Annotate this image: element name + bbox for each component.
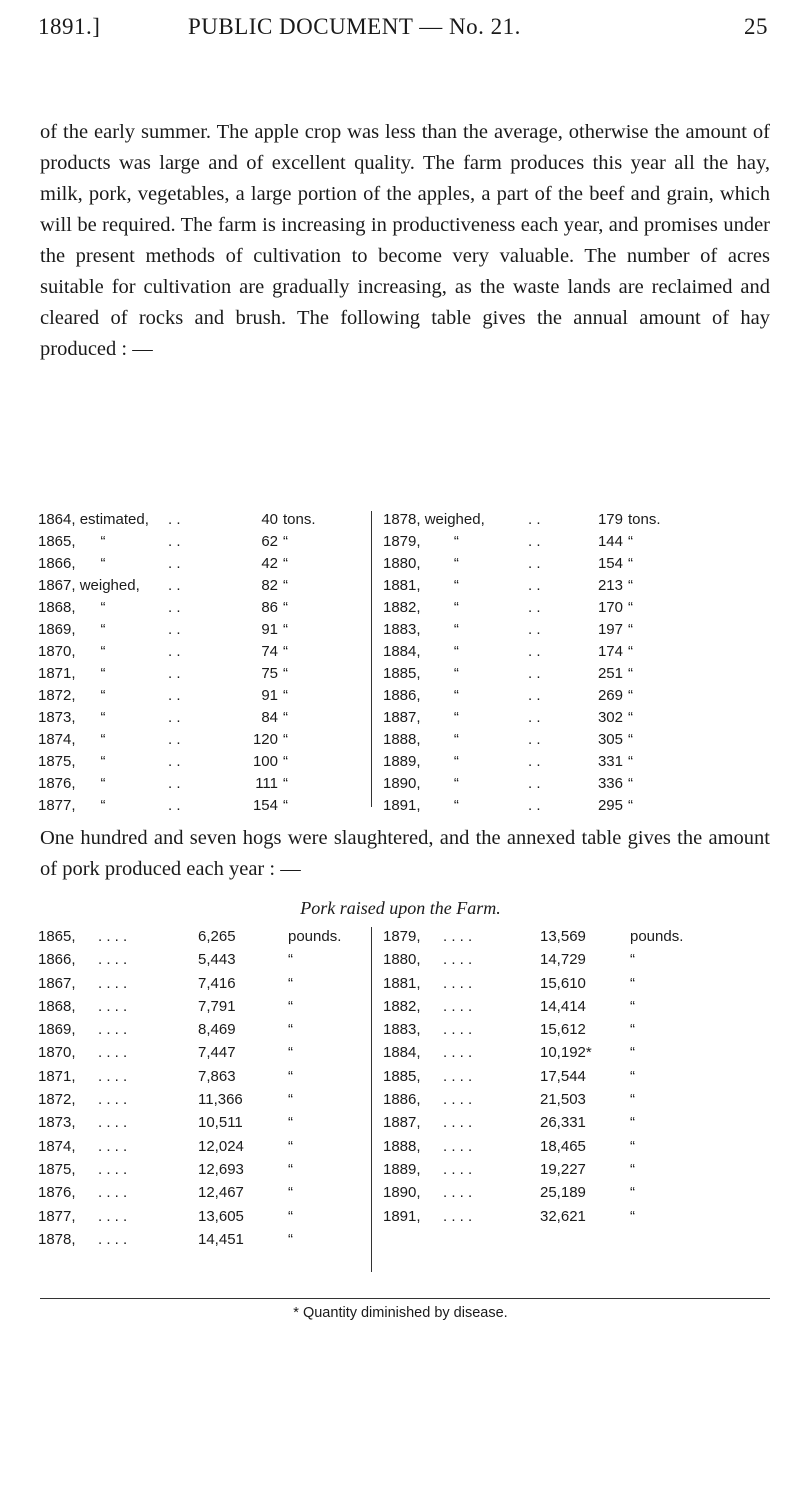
year-label: 1891, [383, 1207, 421, 1225]
amount-value: 14,729 [540, 951, 586, 969]
year-label: 1873, [38, 1114, 76, 1132]
amount-value: 7,416 [198, 974, 236, 992]
year-label: 1872, “ [38, 687, 106, 704]
leader-dots: . . . . [98, 1160, 128, 1178]
amount-value: 74 [261, 643, 278, 660]
year-label: 1888, “ [383, 731, 459, 748]
amount-value: 213 [597, 577, 623, 594]
unit-label: “ [628, 621, 633, 638]
leader-dots: . . [528, 753, 541, 770]
unit-label: tons. [628, 511, 661, 528]
year-label: 1880, “ [383, 555, 459, 572]
unit-label: “ [283, 665, 288, 682]
amount-value: 331 [597, 753, 623, 770]
leader-dots: . . . . [443, 1044, 473, 1062]
leader-dots: . . [528, 731, 541, 748]
unit-label: “ [628, 687, 633, 704]
unit-label: “ [628, 775, 633, 792]
year-label: 1867, weighed, [38, 577, 140, 594]
amount-value: 7,863 [198, 1067, 236, 1085]
year-label: 1878, [38, 1230, 76, 1248]
table-row [38, 531, 368, 553]
unit-label: “ [283, 533, 288, 550]
table-row [38, 707, 368, 729]
leader-dots: . . [528, 599, 541, 616]
leader-dots: . . . . [98, 928, 128, 945]
amount-value: 40 [261, 511, 278, 528]
table-row [38, 1205, 368, 1228]
table-row [38, 773, 368, 795]
unit-label: “ [283, 797, 288, 814]
unit-label: “ [628, 731, 633, 748]
table-row [383, 597, 773, 619]
year-label: 1871, “ [38, 665, 106, 682]
unit-label: “ [630, 1021, 635, 1039]
unit-label: “ [283, 643, 288, 660]
table-row [38, 1065, 368, 1088]
amount-value: 13,569 [540, 928, 586, 945]
table-row [38, 663, 368, 685]
amount-value: 10,511 [198, 1114, 243, 1132]
unit-label: “ [628, 599, 633, 616]
unit-label: “ [628, 555, 633, 572]
leader-dots: . . . . [98, 1207, 128, 1225]
table-row [38, 597, 368, 619]
unit-label: pounds. [288, 928, 342, 945]
table-row [38, 1181, 368, 1204]
table-row [383, 1018, 773, 1041]
table-row [383, 707, 773, 729]
year-label: 1868, [38, 997, 76, 1015]
unit-label: “ [288, 1067, 293, 1085]
hay-table-left-column [38, 509, 368, 817]
table-row [38, 795, 368, 817]
leader-dots: . . [528, 687, 541, 704]
year-label: 1882, “ [383, 599, 459, 616]
unit-label: “ [283, 775, 288, 792]
column-divider [371, 927, 372, 1272]
year-label: 1876, [38, 1184, 76, 1202]
leader-dots: . . [168, 533, 181, 550]
leader-dots: . . [168, 665, 181, 682]
leader-dots: . . . . [98, 1067, 128, 1085]
amount-value: 251 [597, 665, 623, 682]
year-label: 1879, [383, 928, 421, 945]
table-row [38, 553, 368, 575]
leader-dots: . . . . [98, 1021, 128, 1039]
year-label: 1870, “ [38, 643, 106, 660]
unit-label: “ [283, 731, 288, 748]
leader-dots: . . . . [443, 997, 473, 1015]
year-label: 1887, “ [383, 709, 459, 726]
unit-label: “ [628, 533, 633, 550]
amount-value: 25,189 [540, 1184, 586, 1202]
unit-label: “ [288, 974, 293, 992]
year-label: 1875, “ [38, 753, 106, 770]
amount-value: 19,227 [540, 1160, 586, 1178]
intro-paragraph: of the early summer. The apple crop was less than the average, otherwise the amount of products was large and of excellent quality. The farm produces this year all the hay, milk, pork, vegetables, a large portion of the apples, a part of the beef and grain, which will be required. The farm is increasing in productiveness each year, and promises under the present methods of cultivation to become very valuable. The number of acres suitable for cultivation are gradually increasing, as the waste lands are reclaimed and cleared of rocks and brush. The following table gives the annual amount of hay produced : — [40, 121, 770, 360]
unit-label: “ [288, 1160, 293, 1178]
unit-label: “ [630, 951, 635, 969]
year-label: 1886, “ [383, 687, 459, 704]
table-row [38, 685, 368, 707]
year-label: 1871, [38, 1067, 76, 1085]
table-row [383, 995, 773, 1018]
table-row [383, 553, 773, 575]
header-title: PUBLIC DOCUMENT — No. 21. [188, 14, 521, 39]
table-row [38, 1018, 368, 1041]
year-label: 1867, [38, 974, 76, 992]
year-label: 1865, [38, 928, 76, 945]
leader-dots: . . . . [443, 1091, 473, 1109]
amount-value: 8,469 [198, 1021, 236, 1039]
amount-value: 154 [597, 555, 623, 572]
pork-table-left-column [38, 925, 368, 1251]
unit-label: “ [288, 1207, 293, 1225]
amount-value: 42 [261, 555, 278, 572]
year-label: 1883, “ [383, 621, 459, 638]
unit-label: “ [630, 974, 635, 992]
amount-value: 7,791 [198, 997, 236, 1015]
table-row [383, 1205, 773, 1228]
table-row [383, 925, 773, 948]
footnote: * Quantity diminished by disease. [293, 1305, 508, 1321]
leader-dots: . . [528, 621, 541, 638]
amount-value: 17,544 [540, 1067, 586, 1085]
leader-dots: . . [168, 643, 181, 660]
unit-label: “ [288, 997, 293, 1015]
year-label: 1883, [383, 1021, 421, 1039]
year-label: 1872, [38, 1091, 76, 1109]
leader-dots: . . . . [443, 1207, 473, 1225]
leader-dots: . . [528, 775, 541, 792]
leader-dots: . . [528, 533, 541, 550]
year-label: 1887, [383, 1114, 421, 1132]
unit-label: “ [630, 1067, 635, 1085]
amount-value: 179 [597, 511, 623, 528]
unit-label: “ [630, 1160, 635, 1178]
amount-value: 82 [261, 577, 278, 594]
unit-label: “ [628, 753, 633, 770]
amount-value: 120 [252, 731, 278, 748]
amount-value: 32,621 [540, 1207, 586, 1225]
leader-dots: . . [168, 709, 181, 726]
amount-value: 302 [597, 709, 623, 726]
table-row [383, 751, 773, 773]
amount-value: 100 [252, 753, 278, 770]
pork-table-right-column [383, 925, 773, 1228]
unit-label: “ [628, 643, 633, 660]
unit-label: “ [283, 621, 288, 638]
year-label: 1885, “ [383, 665, 459, 682]
year-label: 1885, [383, 1067, 421, 1085]
leader-dots: . . [168, 775, 181, 792]
year-label: 1877, “ [38, 797, 106, 814]
amount-value: 269 [597, 687, 623, 704]
year-label: 1881, “ [383, 577, 459, 594]
leader-dots: . . [168, 731, 181, 748]
leader-dots: . . . . [98, 1114, 128, 1132]
amount-value: 295 [597, 797, 623, 814]
leader-dots: . . . . [443, 928, 473, 945]
table-row [383, 663, 773, 685]
year-label: 1889, “ [383, 753, 459, 770]
leader-dots: . . . . [98, 1044, 128, 1062]
leader-dots: . . [168, 599, 181, 616]
year-label: 1875, [38, 1160, 76, 1178]
table-row [383, 531, 773, 553]
leader-dots: . . [168, 555, 181, 572]
unit-label: “ [630, 1137, 635, 1155]
amount-value: 15,610 [540, 974, 586, 992]
unit-label: “ [630, 1091, 635, 1109]
amount-value: 174 [597, 643, 623, 660]
footnote-rule [40, 1298, 770, 1299]
unit-label: “ [283, 555, 288, 572]
table-row [383, 685, 773, 707]
page-number: 25 [744, 14, 768, 39]
leader-dots: . . . . [443, 1184, 473, 1202]
hay-table [38, 509, 773, 814]
table-row [38, 729, 368, 751]
leader-dots: . . [528, 797, 541, 814]
year-label: 1868, “ [38, 599, 106, 616]
unit-label: “ [283, 709, 288, 726]
leader-dots: . . . . [98, 951, 128, 969]
table-row [38, 1228, 368, 1251]
leader-dots: . . [168, 577, 181, 594]
leader-dots: . . [528, 643, 541, 660]
table-row [38, 1158, 368, 1181]
amount-value: 197 [597, 621, 623, 638]
amount-value: 6,265 [198, 928, 236, 945]
year-label: 1886, [383, 1091, 421, 1109]
year-label: 1874, [38, 1137, 76, 1155]
hay-table-right-column [383, 509, 773, 817]
leader-dots: . . [168, 797, 181, 814]
table-row [38, 995, 368, 1018]
table-row [383, 729, 773, 751]
amount-value: 62 [261, 533, 278, 550]
unit-label: tons. [283, 511, 316, 528]
table-row [383, 509, 773, 531]
leader-dots: . . . . [443, 1021, 473, 1039]
year-label: 1869, [38, 1021, 76, 1039]
leader-dots: . . . . [443, 1114, 473, 1132]
table-row [38, 925, 368, 948]
table-row [38, 509, 368, 531]
table-row [383, 641, 773, 663]
table-row [383, 1158, 773, 1181]
unit-label: “ [283, 577, 288, 594]
leader-dots: . . [528, 709, 541, 726]
unit-label: “ [283, 687, 288, 704]
unit-label: “ [630, 1044, 635, 1062]
unit-label: “ [288, 1137, 293, 1155]
year-label: 1888, [383, 1137, 421, 1155]
unit-label: “ [628, 577, 633, 594]
year-label: 1865, “ [38, 533, 106, 550]
leader-dots: . . . . [443, 951, 473, 969]
unit-label: “ [288, 1230, 293, 1248]
year-label: 1891, “ [383, 797, 459, 814]
table-row [383, 619, 773, 641]
unit-label: “ [630, 1184, 635, 1202]
year-label: 1881, [383, 974, 421, 992]
amount-value: 13,605 [198, 1207, 244, 1225]
table-row [383, 1088, 773, 1111]
table-row [38, 948, 368, 971]
amount-value: 170 [597, 599, 623, 616]
table-row [383, 972, 773, 995]
amount-value: 12,467 [198, 1184, 244, 1202]
pork-paragraph: One hundred and seven hogs were slaughtered, and the annexed table gives the amount of pork produced each year : — [40, 827, 770, 880]
unit-label: “ [288, 1184, 293, 1202]
amount-value: 12,693 [198, 1160, 244, 1178]
table-row [38, 972, 368, 995]
amount-value: 75 [261, 665, 278, 682]
year-label: 1879, “ [383, 533, 459, 550]
table-row [38, 751, 368, 773]
unit-label: “ [288, 951, 293, 969]
unit-label: “ [283, 753, 288, 770]
amount-value: 154 [252, 797, 278, 814]
leader-dots: . . . . [98, 997, 128, 1015]
unit-label: “ [628, 709, 633, 726]
year-label: 1870, [38, 1044, 76, 1062]
leader-dots: . . [528, 511, 541, 528]
table-row [383, 773, 773, 795]
table-row [38, 1041, 368, 1064]
amount-value: 15,612 [540, 1021, 586, 1039]
leader-dots: . . [528, 665, 541, 682]
table-row [38, 1135, 368, 1158]
year-label: 1890, “ [383, 775, 459, 792]
amount-value: 26,331 [540, 1114, 586, 1132]
amount-value: 84 [261, 709, 278, 726]
leader-dots: . . . . [98, 1230, 128, 1248]
unit-label: “ [288, 1114, 293, 1132]
amount-value: 336 [597, 775, 623, 792]
amount-value: 86 [261, 599, 278, 616]
leader-dots: . . . . [98, 974, 128, 992]
table-row [38, 619, 368, 641]
leader-dots: . . . . [443, 1067, 473, 1085]
unit-label: “ [288, 1021, 293, 1039]
table-row [383, 948, 773, 971]
table-row [383, 1041, 773, 1064]
year-label: 1889, [383, 1160, 421, 1178]
unit-label: “ [630, 1207, 635, 1225]
year-label: 1866, [38, 951, 76, 969]
unit-label: “ [288, 1091, 293, 1109]
unit-label: “ [288, 1044, 293, 1062]
leader-dots: . . [528, 555, 541, 572]
leader-dots: . . . . [443, 974, 473, 992]
leader-dots: . . . . [443, 1137, 473, 1155]
leader-dots: . . [168, 511, 181, 528]
amount-value: 305 [597, 731, 623, 748]
amount-value: 10,192* [540, 1044, 592, 1062]
leader-dots: . . . . [98, 1184, 128, 1202]
table-row [38, 1111, 368, 1134]
table-row [383, 795, 773, 817]
table-row [38, 641, 368, 663]
amount-value: 18,465 [540, 1137, 586, 1155]
year-label: 1884, [383, 1044, 421, 1062]
unit-label: “ [283, 599, 288, 616]
amount-value: 21,503 [540, 1091, 586, 1109]
year-label: 1876, “ [38, 775, 106, 792]
year-label: 1877, [38, 1207, 76, 1225]
year-label: 1869, “ [38, 621, 106, 638]
table-row [383, 1135, 773, 1158]
pork-table [38, 925, 773, 1295]
amount-value: 12,024 [198, 1137, 244, 1155]
year-label: 1880, [383, 951, 421, 969]
unit-label: pounds. [630, 928, 684, 945]
leader-dots: . . [528, 577, 541, 594]
unit-label: “ [628, 665, 633, 682]
leader-dots: . . [168, 621, 181, 638]
page-header [38, 14, 768, 54]
header-year: 1891.] [38, 14, 101, 39]
leader-dots: . . . . [443, 1160, 473, 1178]
column-divider [371, 511, 372, 807]
year-label: 1882, [383, 997, 421, 1015]
amount-value: 7,447 [198, 1044, 236, 1062]
leader-dots: . . [168, 687, 181, 704]
year-label: 1878, weighed, [383, 511, 485, 528]
amount-value: 91 [261, 687, 278, 704]
unit-label: “ [630, 1114, 635, 1132]
year-label: 1866, “ [38, 555, 106, 572]
amount-value: 144 [597, 533, 623, 550]
table-row [383, 1065, 773, 1088]
table-row [383, 1111, 773, 1134]
amount-value: 11,366 [198, 1091, 243, 1109]
leader-dots: . . [168, 753, 181, 770]
unit-label: “ [630, 997, 635, 1015]
table-row [383, 1181, 773, 1204]
amount-value: 5,443 [198, 951, 236, 969]
year-label: 1874, “ [38, 731, 106, 748]
amount-value: 14,451 [198, 1230, 244, 1248]
amount-value: 14,414 [540, 997, 586, 1015]
year-label: 1884, “ [383, 643, 459, 660]
unit-label: “ [628, 797, 633, 814]
leader-dots: . . . . [98, 1137, 128, 1155]
amount-value: 91 [261, 621, 278, 638]
year-label: 1890, [383, 1184, 421, 1202]
amount-value: 111 [255, 775, 278, 792]
table-row [383, 575, 773, 597]
table-row [38, 1088, 368, 1111]
leader-dots: . . . . [98, 1091, 128, 1109]
year-label: 1873, “ [38, 709, 106, 726]
year-label: 1864, estimated, [38, 511, 149, 528]
table-row [38, 575, 368, 597]
pork-table-caption: Pork raised upon the Farm. [300, 898, 501, 918]
